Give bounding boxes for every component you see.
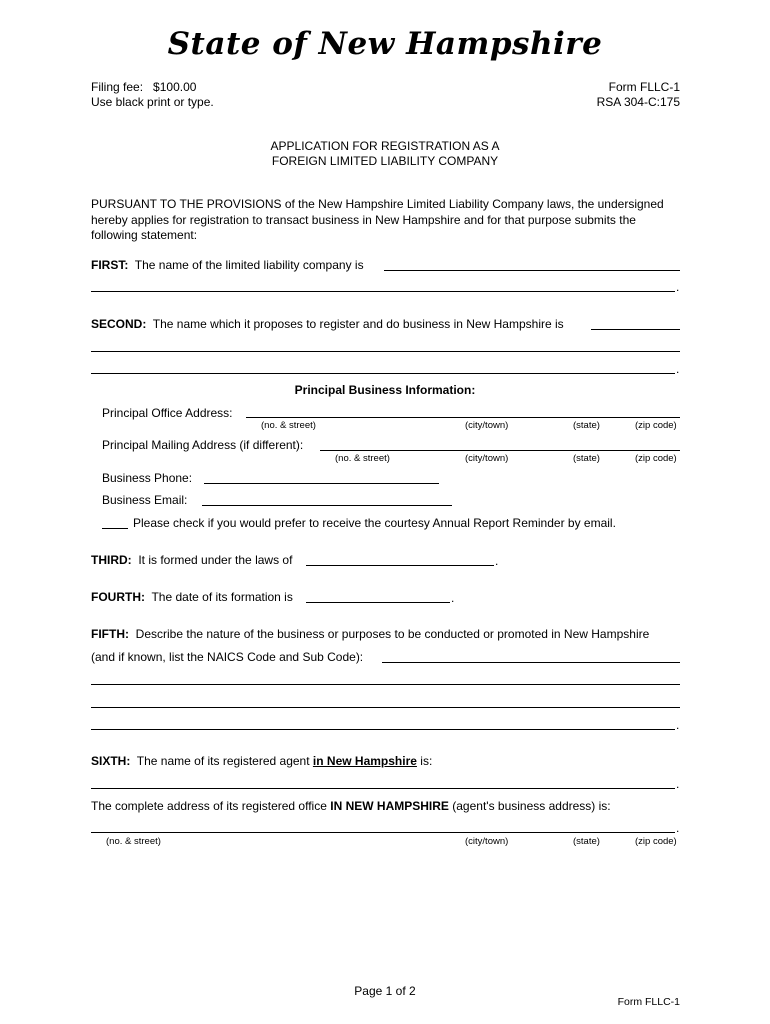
third-label: THIRD: xyxy=(91,553,132,567)
reminder-checkbox[interactable] xyxy=(102,528,128,529)
office-address-label: Principal Office Address: xyxy=(102,406,233,420)
laws-field[interactable] xyxy=(306,565,494,566)
reminder-text: Please check if you would prefer to receive the courtesy Annual Report Reminder by email. xyxy=(133,516,616,530)
heading-line-1: APPLICATION FOR REGISTRATION AS A xyxy=(270,139,500,153)
office-sub-zip-2: (zip code) xyxy=(635,836,677,847)
form-number: Form FLLC-1 xyxy=(608,80,680,94)
fifth-label: FIFTH: xyxy=(91,627,129,641)
second-text: The name which it proposes to register and do business in New Hampshire is xyxy=(152,317,564,331)
print-instruction: Use black print or type. xyxy=(91,95,214,109)
mailing-sub-zip: (zip code) xyxy=(635,453,677,464)
sixth-text: The name of its registered agent xyxy=(136,754,310,768)
statute-ref: RSA 304-C:175 xyxy=(596,95,680,109)
sixth-text-after: is: xyxy=(420,754,433,768)
email-label: Business Email: xyxy=(102,493,188,507)
fifth-text: Describe the nature of the business or purposes to be conducted or promoted in New Hampshire xyxy=(135,627,650,641)
fourth-clause xyxy=(91,590,293,604)
first-text: The name of the limited liability company is xyxy=(134,258,364,272)
register-name-field-1[interactable] xyxy=(591,329,680,330)
intro-paragraph: PURSUANT TO THE PROVISIONS of the New Hampshire Limited Liability Company laws, the undersigned hereby applies for registration to transact business in New Hampshire and for that purpose submits the following statement: xyxy=(91,197,664,242)
fifth-text-2: (and if known, list the NAICS Code and Sub Code): xyxy=(91,650,364,664)
company-name-field-2[interactable] xyxy=(91,291,675,292)
phone-field[interactable] xyxy=(204,483,439,484)
registered-agent-field[interactable] xyxy=(91,788,675,789)
sixth-clause xyxy=(91,754,432,768)
business-purpose-field-3[interactable] xyxy=(91,707,680,708)
period-mark: . xyxy=(676,280,680,294)
email-field[interactable] xyxy=(202,505,452,506)
office-sub-city-2: (city/town) xyxy=(465,836,509,847)
first-label: FIRST: xyxy=(91,258,129,272)
registered-office-text-after: (agent's business address) is: xyxy=(452,799,611,813)
footer-form-number: Form FLLC-1 xyxy=(617,996,680,1008)
third-clause xyxy=(91,553,292,567)
office-sub-state: (state) xyxy=(573,420,600,431)
period-mark: . xyxy=(676,777,680,791)
mailing-address-field[interactable] xyxy=(320,450,680,451)
registered-office-field[interactable] xyxy=(91,832,675,833)
registered-office-emphasis: IN NEW HAMPSHIRE xyxy=(330,799,449,813)
principal-heading: Principal Business Information: xyxy=(294,383,476,397)
fourth-text: The date of its formation is xyxy=(151,590,293,604)
office-sub-state-2: (state) xyxy=(573,836,600,847)
phone-label: Business Phone: xyxy=(102,471,193,485)
mailing-sub-city: (city/town) xyxy=(465,453,509,464)
office-sub-city: (city/town) xyxy=(465,420,509,431)
filing-fee-value: $100.00 xyxy=(153,80,197,94)
fifth-clause xyxy=(91,627,649,641)
period-mark: . xyxy=(495,554,499,568)
state-title: State of New Hampshire xyxy=(167,26,603,62)
office-sub-street-2: (no. & street) xyxy=(106,836,161,847)
fourth-label: FOURTH: xyxy=(91,590,145,604)
third-text: It is formed under the laws of xyxy=(138,553,293,567)
office-sub-zip: (zip code) xyxy=(635,420,677,431)
page-number: Page 1 of 2 xyxy=(354,984,416,998)
heading-line-2: FOREIGN LIMITED LIABILITY COMPANY xyxy=(271,154,499,168)
mailing-address-label: Principal Mailing Address (if different): xyxy=(102,438,304,452)
business-purpose-field-4[interactable] xyxy=(91,729,675,730)
business-purpose-field-1[interactable] xyxy=(382,662,680,663)
period-mark: . xyxy=(676,821,680,835)
second-clause xyxy=(91,317,564,331)
filing-fee-label: Filing fee: xyxy=(91,80,144,94)
registered-office-clause xyxy=(91,799,611,813)
period-mark: . xyxy=(676,362,680,376)
sixth-label: SIXTH: xyxy=(91,754,131,768)
business-purpose-field-2[interactable] xyxy=(91,684,680,685)
formation-date-field[interactable] xyxy=(306,602,450,603)
mailing-sub-street: (no. & street) xyxy=(335,453,390,464)
sixth-emphasis: in New Hampshire xyxy=(312,754,417,768)
first-clause xyxy=(91,258,364,272)
filing-fee xyxy=(91,80,196,94)
registered-office-text: The complete address of its registered office xyxy=(91,799,327,813)
mailing-sub-state: (state) xyxy=(573,453,600,464)
register-name-field-2[interactable] xyxy=(91,351,680,352)
office-address-field[interactable] xyxy=(246,417,680,418)
period-mark: . xyxy=(451,591,455,605)
register-name-field-3[interactable] xyxy=(91,373,675,374)
office-sub-street: (no. & street) xyxy=(261,420,316,431)
company-name-field-1[interactable] xyxy=(384,270,680,271)
period-mark: . xyxy=(676,718,680,732)
second-label: SECOND: xyxy=(91,317,147,331)
